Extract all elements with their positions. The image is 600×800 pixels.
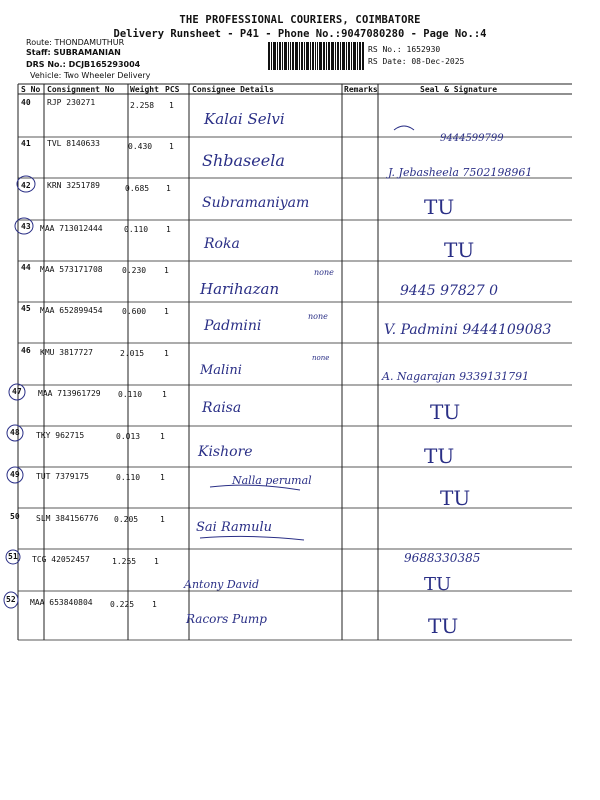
row-signature: 9444599799 — [440, 133, 504, 144]
row-weight: 0.230 — [122, 266, 147, 275]
row-consignment: TVL 8140633 — [47, 139, 100, 148]
row-pcs: 1 — [166, 184, 171, 193]
row-signature: TU — [424, 195, 455, 219]
row-pcs: 1 — [166, 225, 171, 234]
row-consignee-name: Malini — [200, 363, 242, 378]
row-sno: 50 — [10, 512, 20, 521]
row-weight: 0.205 — [114, 515, 139, 524]
col-header-consignment: Consignment No — [47, 85, 115, 94]
row-pcs: 1 — [160, 432, 165, 441]
row-consignment: RJP 230271 — [47, 98, 96, 107]
row-consignee-name: Nalla perumal — [232, 474, 312, 487]
row-consignee-name: Subramaniyam — [202, 195, 310, 211]
row-remark-note: none — [308, 312, 328, 321]
row-consignee-name: Antony David — [184, 578, 260, 591]
row-consignee-name: Raisa — [202, 400, 242, 416]
row-weight: 0.013 — [116, 432, 141, 441]
row-consignee-name: Kishore — [198, 444, 253, 460]
route-text: Route: THONDAMUTHUR — [26, 38, 125, 47]
row-signature: TU — [424, 444, 455, 468]
row-pcs: 1 — [160, 515, 165, 524]
row-weight: 0.685 — [125, 184, 150, 193]
row-sno: 44 — [21, 263, 31, 272]
row-consignee-name: Sai Ramulu — [196, 520, 273, 535]
row-signature: TU — [440, 486, 471, 510]
row-signature: J. Jebasheela 7502198961 — [388, 166, 533, 179]
row-signature: 9445 97827 0 — [400, 283, 498, 299]
rs-date: RS Date: 08-Dec-2025 — [368, 57, 465, 66]
row-weight: 1.255 — [112, 557, 137, 566]
drs-text: DRS No.: DCJB165293004 — [26, 60, 141, 69]
row-consignment: TCG 42052457 — [32, 555, 90, 564]
row-consignee-name: Kalai Selvi — [204, 110, 285, 128]
row-signature: TU — [444, 238, 475, 262]
row-remark-note: none — [314, 268, 334, 277]
row-pcs: 1 — [169, 142, 174, 151]
row-consignment: MAA 713961729 — [38, 389, 101, 398]
col-header-seal: Seal & Signature — [420, 85, 498, 94]
header-subtitle: Delivery Runsheet - P41 - Phone No.:9047080280 - Page No.:4 — [113, 28, 487, 40]
row-consignment: MAA 653840804 — [30, 598, 93, 607]
row-weight: 0.110 — [124, 225, 149, 234]
row-signature: A. Nagarajan 9339131791 — [382, 370, 530, 383]
row-consignee-name: Padmini — [204, 318, 262, 334]
row-pcs: 1 — [169, 101, 174, 110]
row-weight: 0.225 — [110, 600, 135, 609]
row-pcs: 1 — [164, 349, 169, 358]
rs-number: RS No.: 1652930 — [368, 45, 441, 54]
row-pcs: 1 — [154, 557, 159, 566]
row-weight: 2.258 — [130, 101, 155, 110]
row-sno: 48 — [10, 428, 20, 437]
row-weight: 0.110 — [118, 390, 143, 399]
row-consignee-name: Roka — [204, 236, 240, 252]
row-consignment: SLM 384156776 — [36, 514, 99, 523]
row-pcs: 1 — [164, 266, 169, 275]
row-sno: 43 — [21, 222, 31, 231]
row-consignee-name: Shbaseela — [202, 151, 285, 170]
row-consignee-name: Racors Pump — [186, 612, 267, 626]
row-consignment: TUT 7379175 — [36, 472, 89, 481]
col-header-pcs: PCS — [165, 85, 180, 94]
row-consignment: KMU 3817727 — [40, 348, 93, 357]
col-header-remarks: Remarks — [344, 85, 378, 94]
row-weight: 0.110 — [116, 473, 141, 482]
row-sno: 45 — [21, 304, 31, 313]
staff-text: Staff: SUBRAMANIAN — [26, 48, 121, 57]
row-consignment: KRN 3251789 — [47, 181, 100, 190]
row-consignment: MAA 573171708 — [40, 265, 103, 274]
row-consignment: TKY 962715 — [36, 431, 85, 440]
vehicle-text: Vehicle: Two Wheeler Delivery — [30, 71, 151, 80]
row-signature: TU — [424, 574, 452, 595]
row-signature: V. Padmini 9444109083 — [384, 322, 552, 338]
col-header-sno: S No — [21, 85, 41, 94]
row-sno: 47 — [12, 387, 22, 396]
row-sno: 40 — [21, 98, 31, 107]
row-pcs: 1 — [164, 307, 169, 316]
row-remark-note: none — [312, 354, 330, 362]
row-signature: 9688330385 — [404, 551, 481, 565]
row-pcs: 1 — [162, 390, 167, 399]
row-sno: 42 — [21, 181, 31, 190]
col-header-consignee: Consignee Details — [192, 85, 274, 94]
row-consignment: MAA 652899454 — [40, 306, 103, 315]
row-weight: 0.430 — [128, 142, 153, 151]
row-sno: 46 — [21, 346, 31, 355]
row-signature: TU — [430, 400, 461, 424]
row-signature: TU — [428, 614, 459, 638]
row-consignment: MAA 713012444 — [40, 224, 103, 233]
row-sno: 51 — [8, 552, 18, 561]
row-pcs: 1 — [152, 600, 157, 609]
col-header-weight: Weight — [130, 85, 159, 94]
row-weight: 2.015 — [120, 349, 145, 358]
row-sno: 52 — [6, 595, 16, 604]
row-sno: 49 — [10, 470, 20, 479]
row-sno: 41 — [21, 139, 31, 148]
row-pcs: 1 — [160, 473, 165, 482]
header-title: THE PROFESSIONAL COURIERS, COIMBATORE — [179, 14, 421, 26]
row-consignee-name: Harihazan — [200, 280, 280, 298]
row-weight: 0.600 — [122, 307, 147, 316]
